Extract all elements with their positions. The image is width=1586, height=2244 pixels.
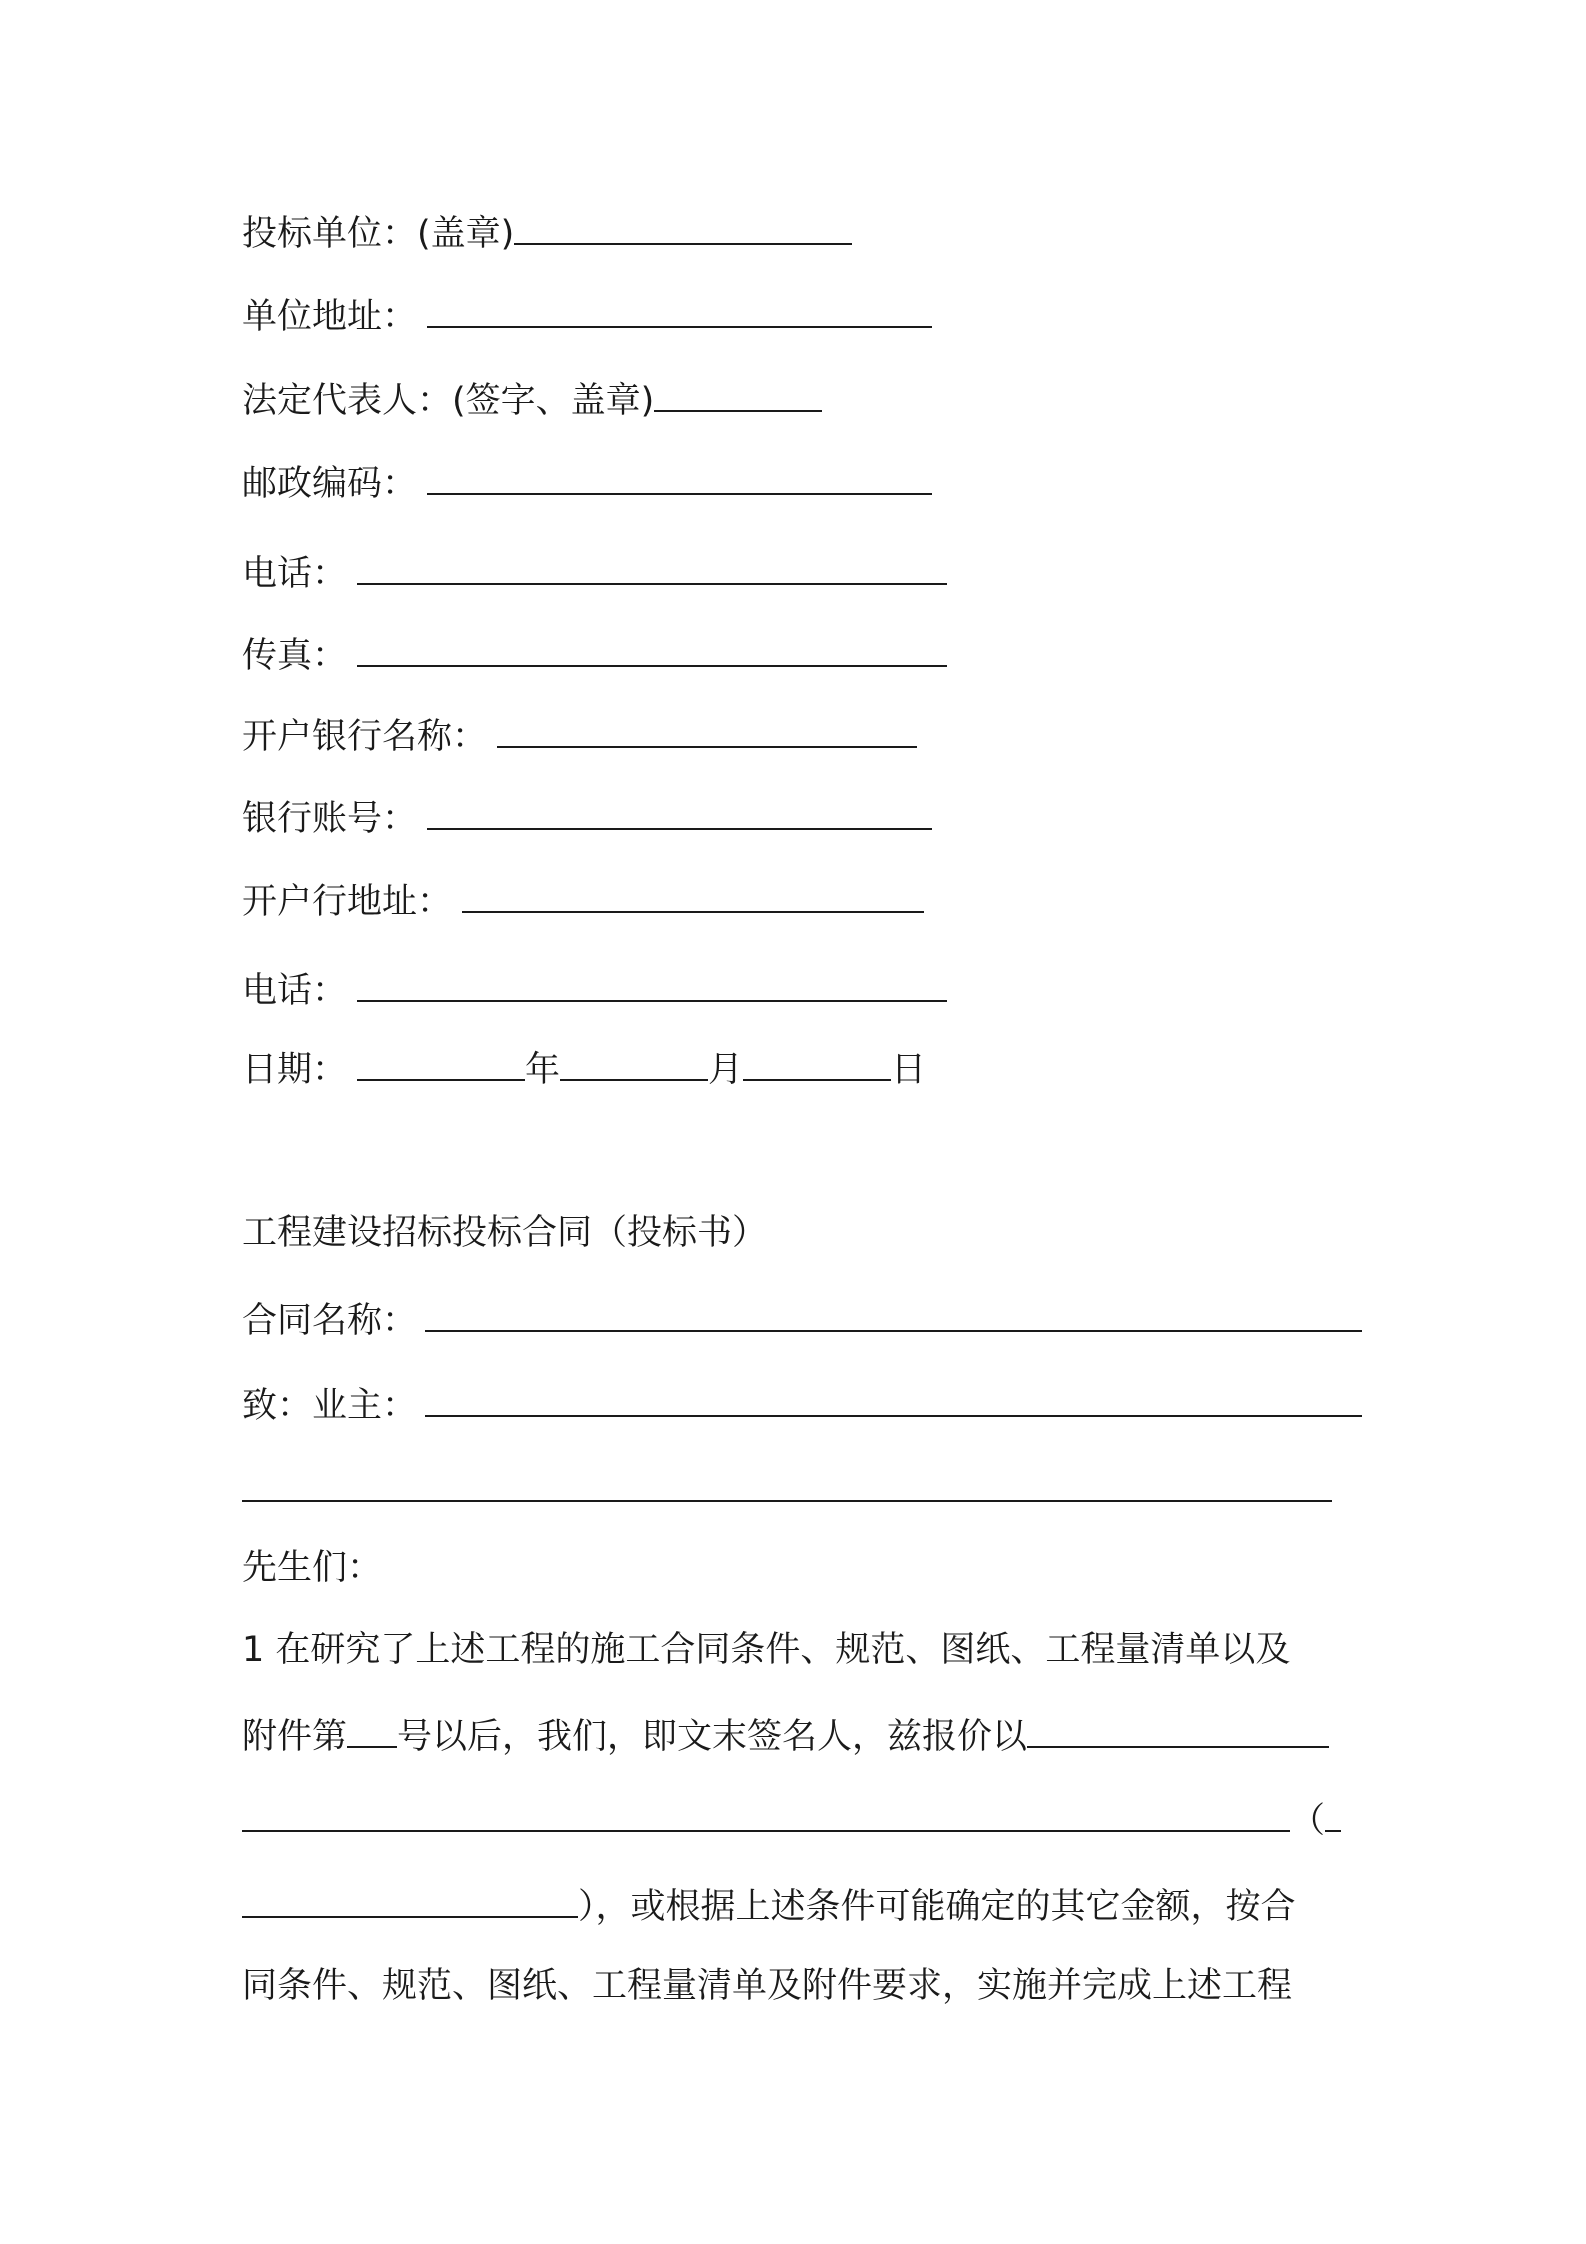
month-label: 月 <box>708 1050 744 1090</box>
date-label: 日期： <box>242 1050 348 1090</box>
date-line <box>242 1041 926 1095</box>
owner-continuation-field[interactable] <box>242 1500 1332 1502</box>
day-field[interactable] <box>743 1041 891 1081</box>
fax-label: 传真： <box>242 636 348 676</box>
paragraph1-line5 <box>242 1961 1292 2011</box>
to-owner-field[interactable] <box>425 1377 1362 1417</box>
bidder-unit-line <box>242 205 852 259</box>
bidder-unit-label: 投标单位：(盖章) <box>242 214 515 254</box>
paragraph1-line2 <box>242 1708 1329 1762</box>
postcode-field[interactable] <box>427 455 932 495</box>
salutation <box>242 1543 382 1593</box>
bidder-unit-field[interactable] <box>514 205 852 245</box>
salutation-text: 先生们： <box>242 1548 383 1588</box>
paragraph1-text2b: 号以后，我们，即文末签名人，兹报价以 <box>397 1717 1028 1757</box>
contract-name-field[interactable] <box>425 1292 1362 1332</box>
phone2-field[interactable] <box>357 962 947 1002</box>
phone2-line <box>242 962 947 1016</box>
bid-amount-field[interactable] <box>1027 1708 1329 1748</box>
paren-open: （ <box>1290 1801 1326 1841</box>
paragraph1-text1: 1 在研究了上述工程的施工合同条件、规范、图纸、工程量清单以及 <box>242 1630 1291 1670</box>
bank-account-field[interactable] <box>427 790 932 830</box>
paragraph1-text5: 同条件、规范、图纸、工程量清单及附件要求，实施并完成上述工程 <box>242 1966 1293 2006</box>
year-field[interactable] <box>357 1041 525 1081</box>
bank-name-field[interactable] <box>497 708 917 748</box>
bank-address-field[interactable] <box>462 873 924 913</box>
bid-amount-figure-field-start[interactable] <box>1325 1792 1341 1832</box>
legal-rep-field[interactable] <box>654 372 822 412</box>
bid-amount-figure-field[interactable] <box>242 1878 578 1918</box>
paragraph1-line3 <box>242 1792 1341 1846</box>
legal-rep-label: 法定代表人：(签字、盖章) <box>242 381 655 421</box>
fax-field[interactable] <box>357 627 947 667</box>
bank-name-label: 开户银行名称： <box>242 717 488 757</box>
paragraph1-text2a: 附件第 <box>242 1717 348 1757</box>
legal-rep-line <box>242 372 822 426</box>
paragraph1-text4: ），或根据上述条件可能确定的其它金额，按合 <box>578 1887 1296 1927</box>
unit-address-field[interactable] <box>427 288 932 328</box>
attachment-number-field[interactable] <box>347 1708 397 1748</box>
bank-address-line <box>242 873 924 927</box>
bank-address-label: 开户行地址： <box>242 882 453 922</box>
contract-title <box>242 1208 767 1258</box>
day-label: 日 <box>891 1050 927 1090</box>
paragraph1-line1 <box>242 1625 1290 1675</box>
bank-account-label: 银行账号： <box>242 799 418 839</box>
to-owner-line <box>242 1377 1362 1431</box>
fax-line <box>242 627 947 681</box>
phone-label: 电话： <box>242 554 348 594</box>
bank-name-line <box>242 708 917 762</box>
contract-title-text: 工程建设招标投标合同（投标书） <box>242 1213 768 1253</box>
to-owner-label: 致：业主： <box>242 1386 418 1426</box>
bank-account-line <box>242 790 932 844</box>
contract-name-line <box>242 1292 1362 1346</box>
phone2-label: 电话： <box>242 971 348 1011</box>
postcode-label: 邮政编码： <box>242 464 418 504</box>
phone-field[interactable] <box>357 545 947 585</box>
year-label: 年 <box>525 1050 561 1090</box>
postcode-line <box>242 455 932 509</box>
unit-address-line <box>242 288 932 342</box>
unit-address-label: 单位地址： <box>242 297 418 337</box>
phone-line <box>242 545 947 599</box>
paragraph1-line4 <box>242 1878 1296 1932</box>
month-field[interactable] <box>560 1041 708 1081</box>
contract-name-label: 合同名称： <box>242 1301 418 1341</box>
bid-amount-continuation-field[interactable] <box>242 1792 1290 1832</box>
